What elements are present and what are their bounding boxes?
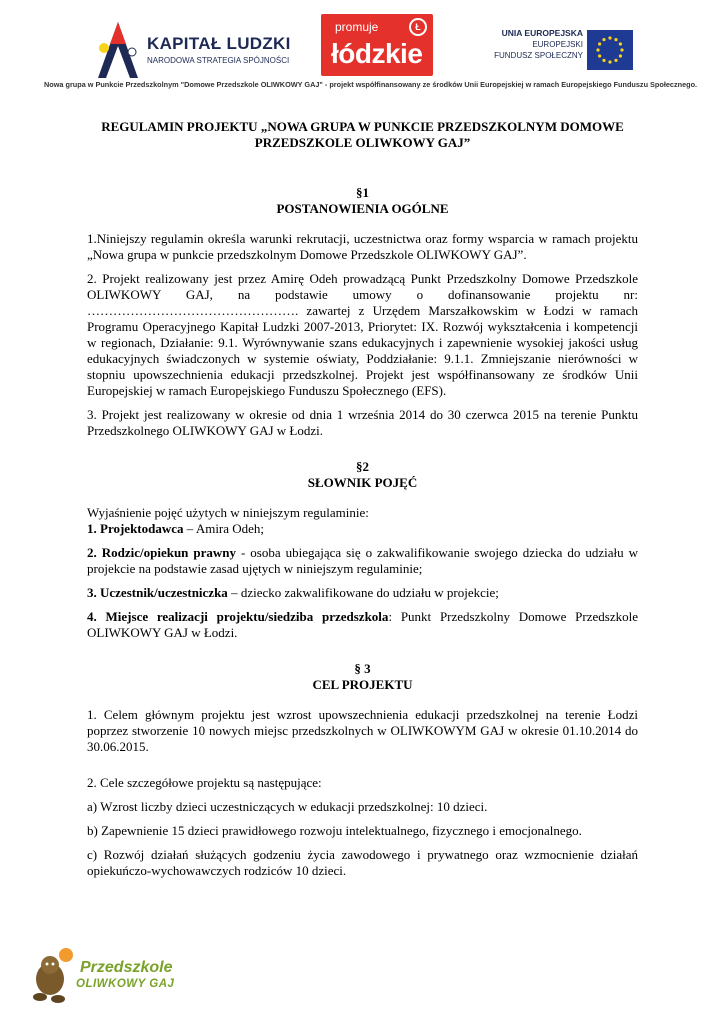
definition-1 — [87, 521, 638, 537]
section-3-paragraph-2: 2. Cele szczegółowe projektu są następujące: — [87, 775, 322, 790]
eu-flag-icon — [587, 30, 633, 70]
definition-term: 4. Miejsce realizacji projektu/siedziba przedszkola — [87, 609, 389, 624]
lodz-badge-icon: Ł — [409, 18, 427, 36]
section-1-heading — [87, 185, 638, 217]
section-1-paragraph-2: 2. Projekt realizowany jest przez Amirę Odeh prowadzącą Punkt Przedszkolny Domowe Przedszkole OLIWKOWY GAJ, na podstawie umowy o dofinansowanie projektu nr: …………………………………………. zawartej z Urzędem Marszałkowskim w Łodzi w ramach Programu Operacyjnego Kapitał Ludzki 2007-2013, Priorytet: IX. Rozwój wykształcenia i kompetencji w regionach, Działanie: 9.1. Wyrównywanie szans edukacyjnych i zapewnienie wysokiej jakości usług edukacyjnych świadczonych w systemie oświaty, Poddziałanie: 9.1.1. Zmniejszanie nierówności w stopniu upowszechnienia edukacji przedszkolnej. Projekt jest współfinansowany ze środków Unii Europejskiej w ramach Europejskiego Funduszu Społecznego (EFS). — [87, 271, 638, 398]
eu-line-3: FUNDUSZ SPOŁECZNY — [494, 51, 583, 60]
section-1-paragraph-1: 1.Niniejszy regulamin określa warunki rekrutacji, uczestnictwa oraz formy wsparcia w ramach projektu „Nowa grupa w punkcie przedszkolnym Domowe Przedszkole OLIWKOWY GAJ”. — [87, 231, 638, 262]
section-2-number: §2 — [356, 459, 369, 474]
definition-4 — [87, 609, 638, 641]
definition-text: : Punkt Przedszkolny Domowe Przedszkole OLIWKOWY GAJ w Łodzi. — [87, 609, 638, 640]
oliwkowy-gaj-logo — [28, 945, 228, 1005]
eu-line-1: UNIA EUROPEJSKA — [501, 28, 583, 38]
kapital-ludzki-title: KAPITAŁ LUDZKI — [147, 34, 291, 53]
eu-line-2: EUROPEJSKI — [532, 40, 583, 49]
kapital-ludzki-emblem-icon — [92, 18, 142, 80]
definition-term: 2. Rodzic/opiekun prawny — [87, 545, 237, 560]
lodz-logo-main: łódzkie — [331, 38, 423, 69]
section-1-paragraph-3: 3. Projekt jest realizowany w okresie od dnia 1 września 2014 do 30 czerwca 2015 na terenie Punktu Przedszkolnego OLIWKOWY GAJ w Łodzi. — [87, 407, 638, 438]
spacer — [87, 447, 638, 459]
definition-text: - osoba ubiegająca się o zakwalifikowanie swojego dziecka do udziału w projekcie na podstawie zasad ujętych w niniejszym regulaminie; — [87, 545, 638, 576]
lodz-logo-top: promuje — [335, 20, 379, 34]
section-2-title: SŁOWNIK POJĘĆ — [307, 475, 418, 490]
section-3-goal-b: b) Zapewnienie 15 dzieci prawidłowego rozwoju intelektualnego, fizycznego i emocjonalnego. — [87, 823, 582, 838]
section-3-heading — [87, 661, 638, 693]
document-body — [87, 119, 638, 887]
section-3-number: § 3 — [354, 661, 371, 676]
definition-term: 1. Projektodawca — [87, 521, 184, 536]
section-1-number: §1 — [356, 185, 369, 200]
eu-text — [473, 28, 583, 61]
promuje-lodzkie-logo — [321, 14, 433, 76]
oliwkowy-gaj-mascot-icon — [28, 945, 78, 1005]
section-2-heading — [87, 459, 638, 491]
kapital-ludzki-logo — [92, 18, 302, 80]
definition-3 — [87, 585, 638, 601]
definition-term: 3. Uczestnik/uczestniczka — [87, 585, 228, 600]
definition-2 — [87, 545, 638, 577]
definition-text: – Amira Odeh; — [183, 521, 265, 536]
kapital-ludzki-subtitle: NARODOWA STRATEGIA SPÓJNOŚCI — [147, 56, 290, 65]
oliwkowy-gaj-logo-word-2: OLIWKOWY GAJ — [76, 978, 175, 990]
page-header — [0, 0, 725, 100]
section-3-paragraph-1: 1. Celem głównym projektu jest wzrost upowszechnienia edukacji przedszkolnej na terenie Łodzi poprzez stworzenie 10 nowych miejsc przedszkolnych w OLIWKOWYM GAJ w okresie 01.10.2014 do 30.06.2015. — [87, 707, 638, 754]
section-3-goal-a: a) Wzrost liczby dzieci uczestniczących w edukacji przedszkolnej: 10 dzieci. — [87, 799, 488, 814]
definition-text: – dziecko zakwalifikowane do udziału w projekcie; — [227, 585, 499, 600]
oliwkowy-gaj-logo-word-1: Przedszkole — [80, 959, 173, 976]
spacer — [87, 649, 638, 661]
header-funding-note: Nowa grupa w Punkcie Przedszkolnym "Domowe Przedszkole OLIWKOWY GAJ" - projekt współfinansowany ze środków Unii Europejskiej w ramach Europejskiego Funduszu Społecznego. — [44, 80, 698, 89]
section-1-title: POSTANOWIENIA OGÓLNE — [276, 201, 449, 216]
section-3-goal-c: c) Rozwój działań służących godzeniu życia zawodowego i prywatnego oraz wzmocnienie działań opiekuńczo-wychowawczych rodziców 10 dzieci. — [87, 847, 638, 878]
eu-logo — [473, 26, 633, 72]
section-3-title: CEL PROJEKTU — [312, 677, 413, 692]
section-2-intro: Wyjaśnienie pojęć użytych w niniejszym regulaminie: — [87, 505, 369, 520]
document-title: REGULAMIN PROJEKTU „NOWA GRUPA W PUNKCIE PRZEDSZKOLNYM DOMOWE PRZEDSZKOLE OLIWKOWY GAJ” — [101, 119, 624, 150]
